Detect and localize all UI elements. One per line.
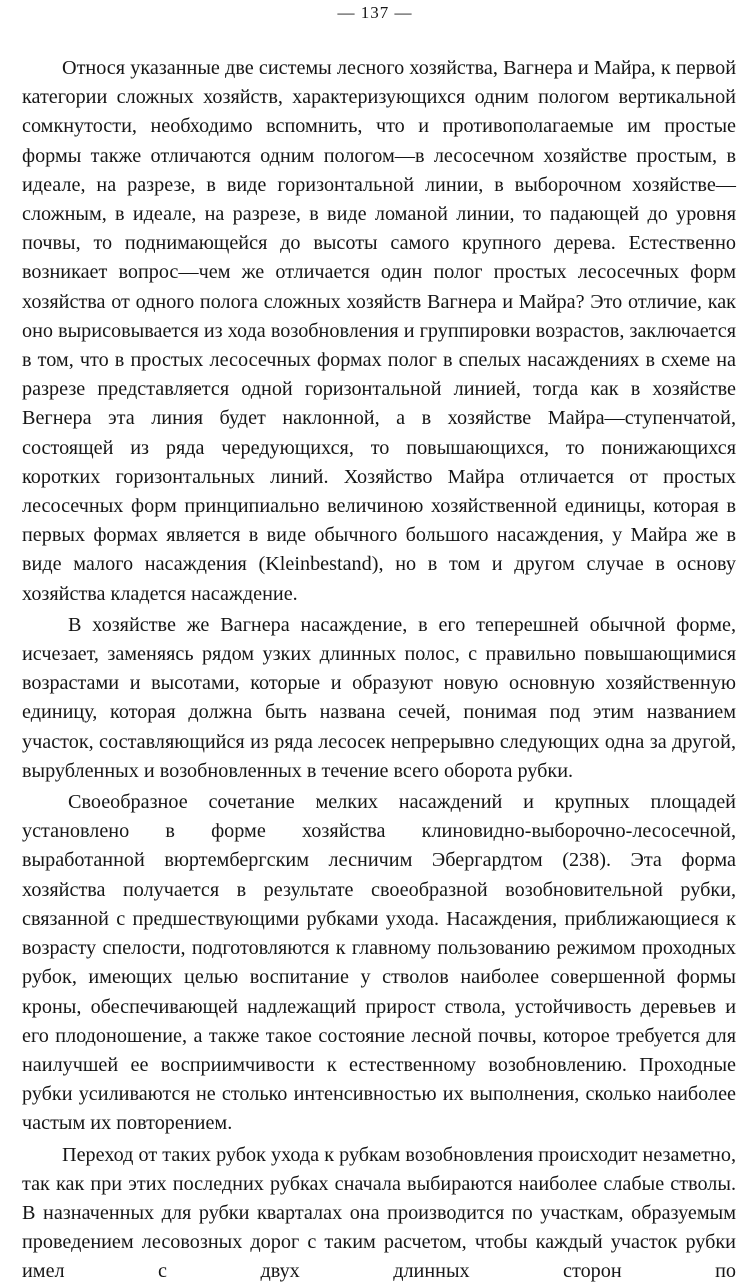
paragraph-1: Относя указанные две системы лесного хозяйства, Вагнера и Майра, к первой категории сложных хозяйств, характеризующихся одним пологом вертикальной сомкнутости, необходимо вспомнить, что и противополагаемые им простые формы также отличаются одним пологом—в лесосечном хозяйстве простым, в идеале, на разрезе, в виде горизонтальной линии, в выборочном хозяйстве—сложным, в идеале, на разрезе, в виде ломаной линии, то падающей до уровня почвы, то поднимающейся до высоты самого крупного дерева. Естественно возникает вопрос—чем же отличается один полог простых лесосечных форм хозяйства от одного полога сложных хозяйств Вагнера и Майра? Это отличие, как оно вырисовывается из хода возобновления и группировки возрастов, заключается в том, что в простых лесосечных формах полог в спелых насаждениях в схеме на разрезе представляется одной горизонтальной линией, тогда как в хозяйстве Вегнера эта линия будет наклонной, а в хозяйстве Майра—ступенчатой, состоящей из ряда чередующихся, то повышающихся, то понижающихся коротких горизонтальных линий. Хозяйство Майра отличается от простых лесосечных форм принципиально величиною хозяйственной единицы, которая в первых формах является в виде обычного большого насаждения, у Майра же в виде малого насаждения (Kleinbestand), но в том и другом случае в основу хозяйства кладется насаждение. <box>22 57 736 605</box>
page-body <box>22 54 736 1287</box>
paragraph-2: В хозяйстве же Вагнера насаждение, в его теперешней обычной форме, исчезает, заменяясь рядом узких длинных полос, с правильно повышающимися возрастами и высотами, которые и образуют новую основную хозяйственную единицу, которая должна быть названа сечей, понимая под этим названием участок, составляющийся из ряда лесосек непрерывно следующих одна за другой, вырубленных и возобновленных в течение всего оборота рубки. <box>22 613 736 782</box>
paragraph-3: Своеобразное сочетание мелких насаждений и крупных площадей установлено в форме хозяйства клиновидно-выборочно-лесосечной, выработанной вюртембергским лесничим Эбергардтом (238). Эта форма хозяйства получается в результате своеобразной возобновительной рубки, связанной с предшествующими рубками ухода. Насаждения, приближающиеся к возрасту спелости, подготовляются к главному пользованию режимом проходных рубок, имеющих целью воспитание у стволов наиболее совершенной формы кроны, обеспечивающей надлежащий прирост ствола, устойчивость деревьев и его плодоношение, а также такое состояние лесной почвы, которое требуется для наилучшей ее восприимчивости к естественному возобновлению. Проходные рубки усиливаются не столько интенсивностью их выполнения, сколько наиболее частым их повторением. <box>22 791 736 1135</box>
paragraph-4: Переход от таких рубок ухода к рубкам возобновления происходит незаметно, так как при этих последних рубках сначала выбираются наиболее слабые стволы. В назначенных для рубки кварталах она производится по участкам, образуемым проведением лесовозных дорог с таким расчетом, чтобы каждый участок рубки имел с двух длинных сторон по <box>22 1143 736 1283</box>
page-number: — 137 — <box>337 3 413 22</box>
